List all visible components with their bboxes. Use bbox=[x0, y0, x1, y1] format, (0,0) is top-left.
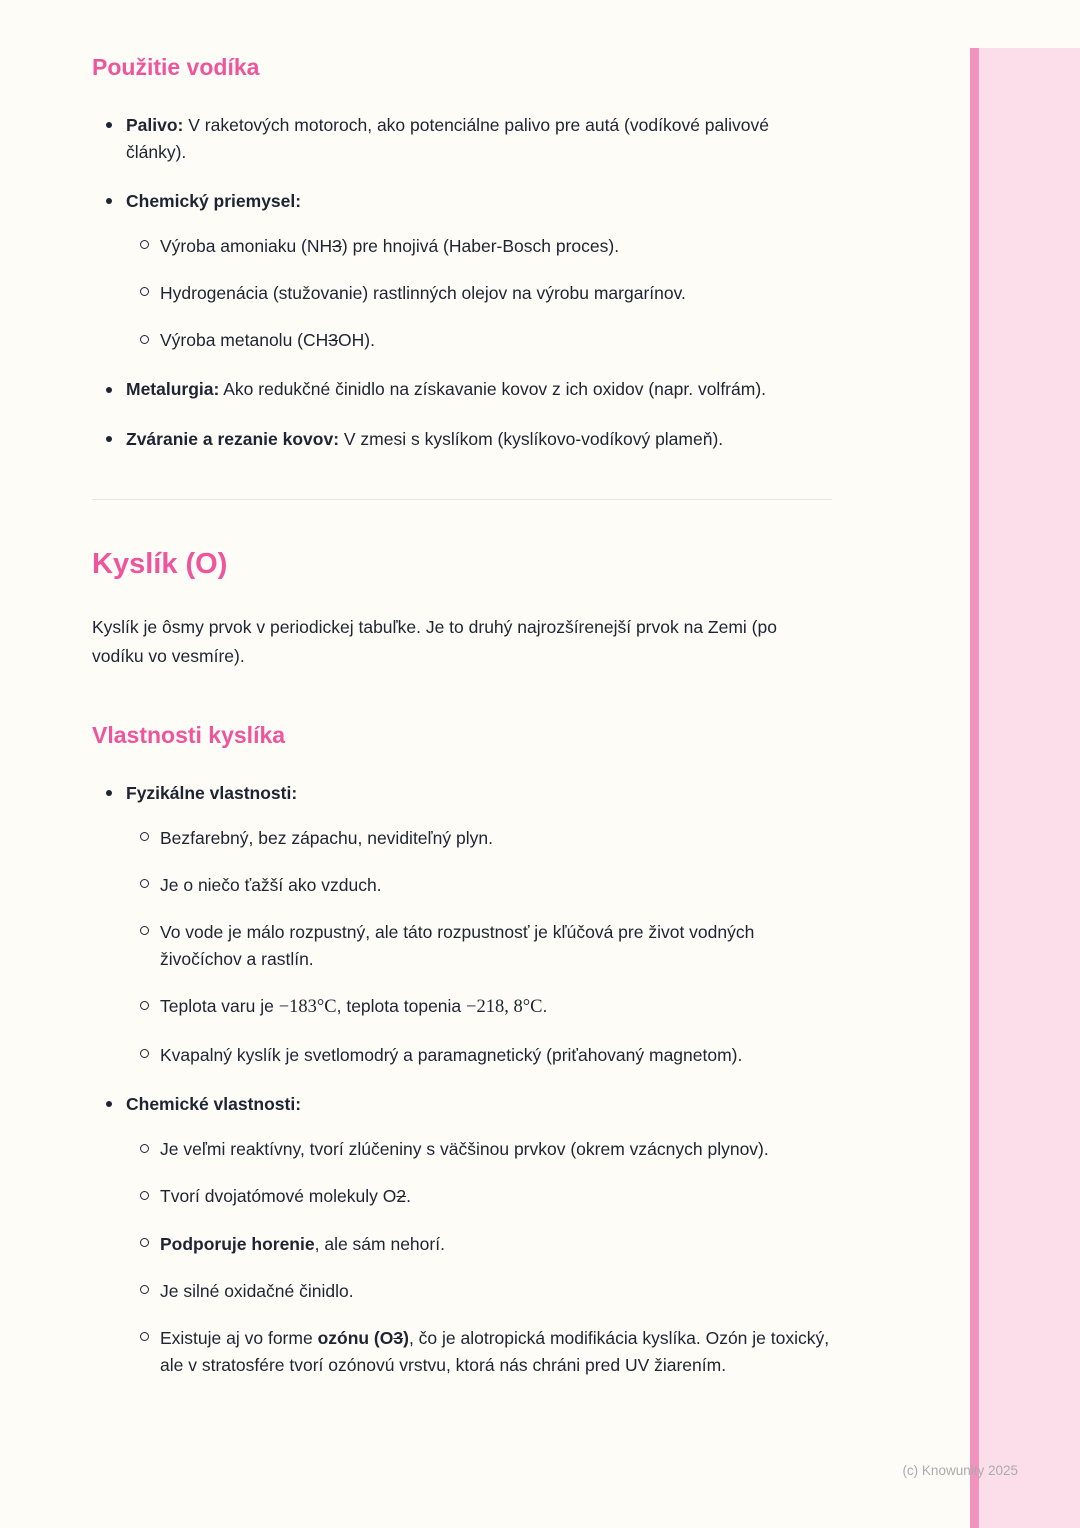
sublist bbox=[126, 825, 832, 1069]
text-segment: , čo je alotropická modifikácia kyslíka. Ozón je toxický, ale v stratosfére tvorí ozónovú vrstvu, ktorá nás chráni pred UV žiarením. bbox=[160, 1327, 830, 1375]
text-segment: , teplota topenia bbox=[336, 996, 467, 1017]
sublist-item bbox=[140, 1136, 832, 1163]
text-segment: Chemický priemysel: bbox=[126, 190, 302, 211]
page-content bbox=[92, 0, 832, 1379]
text-segment: Kvapalný kyslík je svetlomodrý a paramagnetický (priťahovaný magnetom). bbox=[160, 1045, 743, 1066]
sidebar-pink-panel bbox=[979, 48, 1080, 1528]
text-segment: −183°C bbox=[278, 997, 337, 1018]
sublist-item bbox=[140, 327, 832, 354]
sublist-item bbox=[140, 280, 832, 307]
list-item bbox=[106, 1091, 832, 1379]
text-segment: Vo vode je málo rozpustný, ale táto rozpustnosť je kľúčová pre život vodných živočíchov a rastlín. bbox=[160, 922, 755, 970]
sublist bbox=[126, 233, 832, 354]
text-segment: −218, 8°C bbox=[466, 997, 543, 1018]
text-segment: 3 bbox=[328, 330, 339, 351]
list-item bbox=[106, 426, 832, 453]
text-segment: 3 bbox=[332, 236, 342, 257]
text-segment: ozónu (O bbox=[317, 1327, 394, 1348]
sublist-item bbox=[140, 1231, 832, 1258]
sublist-item bbox=[140, 233, 832, 260]
oxygen-intro-paragraph: Kyslík je ôsmy prvok v periodickej tabuľke. Je to druhý najrozšírenejší prvok na Zemi (po vodíku vo vesmíre). bbox=[92, 616, 777, 667]
sublist-item bbox=[140, 1325, 832, 1379]
text-segment: OH). bbox=[338, 330, 375, 351]
text-segment: ) pre hnojivá (Haber-Bosch proces). bbox=[341, 236, 620, 257]
text-segment: 3 bbox=[393, 1327, 404, 1348]
text-segment: Je veľmi reaktívny, tvorí zlúčeniny s väčšinou prvkov (okrem vzácnych plynov). bbox=[160, 1139, 769, 1160]
sublist-item bbox=[140, 919, 832, 973]
text-segment: Fyzikálne vlastnosti: bbox=[126, 782, 298, 803]
text-segment: Chemické vlastnosti: bbox=[126, 1094, 302, 1115]
text-segment: V raketových motoroch, ako potenciálne palivo pre autá (vodíkové palivové články). bbox=[126, 114, 769, 162]
text-segment: . bbox=[542, 996, 548, 1017]
sublist-item bbox=[140, 1278, 832, 1305]
text-segment: Bezfarebný, bez zápachu, neviditeľný plyn. bbox=[160, 827, 493, 848]
section-divider bbox=[92, 499, 832, 500]
footer-credit: (c) Knowunity 2025 bbox=[902, 1463, 1018, 1478]
text-segment: Palivo: bbox=[126, 114, 184, 135]
list-item bbox=[106, 376, 832, 403]
text-segment: Zváranie a rezanie kovov: bbox=[126, 428, 340, 449]
text-segment: Teplota varu je bbox=[160, 996, 279, 1017]
sublist-item bbox=[140, 872, 832, 899]
sublist-item bbox=[140, 1042, 832, 1069]
text-segment: Hydrogenácia (stužovanie) rastlinných olejov na výrobu margarínov. bbox=[160, 283, 686, 304]
text-segment: , ale sám nehorí. bbox=[314, 1233, 445, 1254]
sublist bbox=[126, 1136, 832, 1379]
sublist-item bbox=[140, 993, 832, 1022]
text-segment: Výroba metanolu (CH bbox=[160, 330, 329, 351]
section-heading-hydrogen-use: Použitie vodíka bbox=[92, 54, 260, 80]
list-item bbox=[106, 188, 832, 355]
sublist-item bbox=[140, 825, 832, 852]
text-segment: Je o niečo ťažší ako vzduch. bbox=[160, 874, 382, 895]
text-segment: . bbox=[406, 1186, 411, 1207]
list-item bbox=[106, 112, 832, 166]
text-segment: Výroba amoniaku (NH bbox=[160, 236, 333, 257]
text-segment: V zmesi s kyslíkom (kyslíkovo-vodíkový plameň). bbox=[339, 428, 724, 449]
text-segment: 2 bbox=[396, 1186, 407, 1207]
text-segment: Existuje aj vo forme bbox=[160, 1327, 318, 1348]
sidebar-accent-line bbox=[970, 48, 979, 1528]
section-heading-oxygen-properties: Vlastnosti kyslíka bbox=[92, 722, 286, 749]
hydrogen-use-list bbox=[92, 112, 832, 453]
text-segment: Tvorí dvojatómové molekuly O bbox=[160, 1186, 397, 1207]
text-segment: ) bbox=[403, 1327, 409, 1348]
sublist-item bbox=[140, 1183, 832, 1210]
text-segment: Podporuje horenie bbox=[160, 1233, 315, 1254]
text-segment: Je silné oxidačné činidlo. bbox=[160, 1280, 354, 1301]
text-segment: Ako redukčné činidlo na získavanie kovov z ich oxidov (napr. volfrám). bbox=[219, 379, 767, 400]
text-segment: Metalurgia: bbox=[126, 379, 220, 400]
oxygen-properties-list bbox=[92, 780, 832, 1379]
page-title-oxygen: Kyslík (O) bbox=[92, 547, 228, 580]
list-item bbox=[106, 780, 832, 1069]
